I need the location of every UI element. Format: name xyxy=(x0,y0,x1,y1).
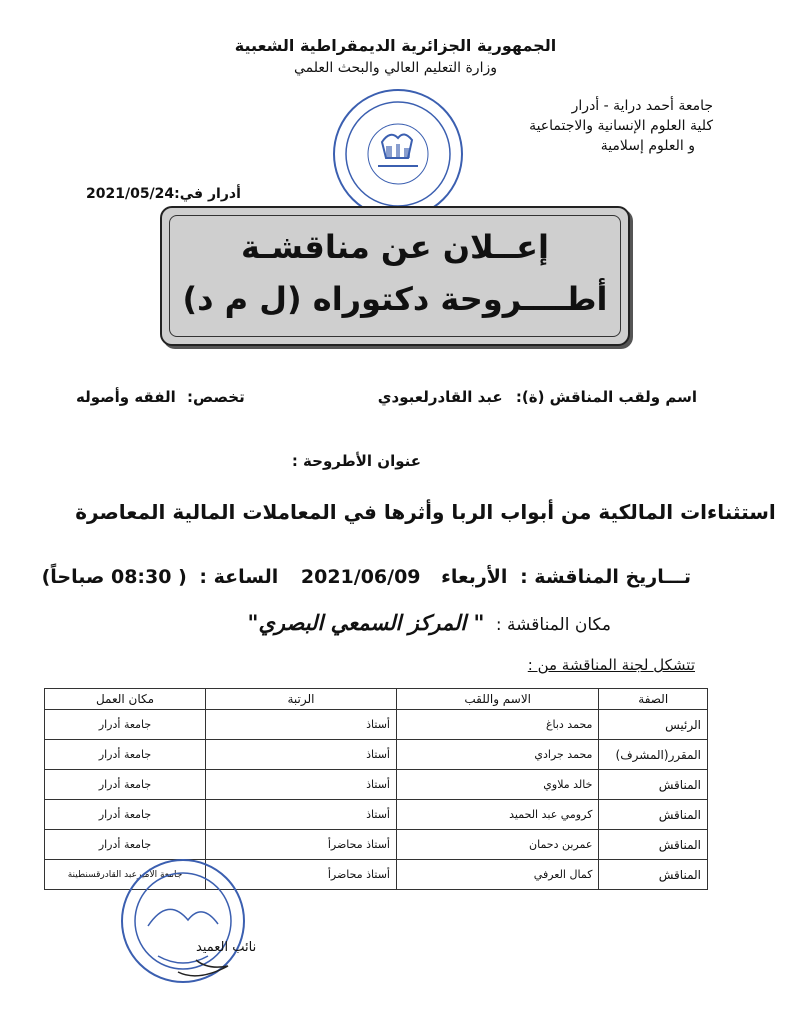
member-workplace: جامعة أدرار xyxy=(45,830,206,860)
specialty-value: الفقه وأصوله xyxy=(76,388,176,406)
member-name: عمربن دحمان xyxy=(396,830,598,860)
defense-place-value: " المركز السمعي البصري" xyxy=(247,610,485,635)
member-workplace: جامعة أدرار xyxy=(45,710,206,740)
member-name: كرومي عبد الحميد xyxy=(396,800,598,830)
member-name: كمال العرفي xyxy=(396,860,598,890)
header-role: الصفة xyxy=(599,689,708,710)
university-stamp-image xyxy=(118,856,248,986)
table-row xyxy=(45,740,708,770)
member-name: محمد جرادي xyxy=(396,740,598,770)
header-name: الاسم واللقب xyxy=(396,689,598,710)
candidate-name-value: عبد القادرلعبودي xyxy=(377,388,503,406)
table-row xyxy=(45,800,708,830)
candidate-name-row xyxy=(378,388,697,406)
candidate-name-label: اسم ولقب المناقش (ة): xyxy=(515,388,697,406)
announcement-title: إعــلان عن مناقشـة xyxy=(241,228,549,266)
defense-day: الأربعاء xyxy=(441,566,508,588)
issue-date: أدرار في:2021/05/24 xyxy=(86,186,241,202)
member-role: المقرر(المشرف) xyxy=(599,740,708,770)
member-role: المناقش xyxy=(599,800,708,830)
defense-place-label: مكان المناقشة : xyxy=(495,615,611,635)
member-role: المناقش xyxy=(599,830,708,860)
member-name: خالد ملاوي xyxy=(396,770,598,800)
member-rank: أستاذ xyxy=(206,770,397,800)
committee-intro: تتشكل لجنة المناقشة من : xyxy=(527,656,695,674)
thesis-title: استثناءات المالكية من أبواب الربا وأثرها في المعاملات المالية المعاصرة xyxy=(75,500,776,524)
ministry-heading: وزارة التعليم العالي والبحث العلمي xyxy=(294,60,497,76)
member-rank: أستاذ xyxy=(206,800,397,830)
member-role: المناقش xyxy=(599,770,708,800)
announcement-subtitle: أطــــروحة دكتوراه (ل م د) xyxy=(182,280,608,318)
defense-date-row xyxy=(42,566,691,588)
republic-heading: الجمهورية الجزائرية الديمقراطية الشعبية xyxy=(234,36,557,55)
member-role: الرئيس xyxy=(599,710,708,740)
member-workplace: جامعة أدرار xyxy=(45,800,206,830)
specialty-row xyxy=(76,388,245,406)
header-workplace: مكان العمل xyxy=(45,689,206,710)
announcement-title-box xyxy=(160,206,630,346)
specialty-label: تخصص: xyxy=(187,388,245,406)
member-name: محمد دباغ xyxy=(396,710,598,740)
defense-place-row xyxy=(248,610,611,635)
committee-table-header xyxy=(45,689,708,710)
university-name: جامعة أحمد دراية - أدرار xyxy=(571,98,713,114)
table-row xyxy=(45,770,708,800)
dean-signature-label: نائب العميد xyxy=(196,940,257,955)
thesis-title-label: عنوان الأطروحة : xyxy=(291,452,421,470)
defense-date-label: تـــاريخ المناقشة : xyxy=(520,566,691,588)
header-rank: الرتبة xyxy=(206,689,397,710)
faculty-stamp-image xyxy=(330,86,466,222)
member-rank: أستاذ محاضرأ xyxy=(206,860,397,890)
member-role: المناقش xyxy=(599,860,708,890)
table-row xyxy=(45,710,708,740)
member-workplace: جامعة أدرار xyxy=(45,740,206,770)
member-workplace: جامعة الأميرعبد القادرقسنطينة xyxy=(45,860,206,890)
defense-time-label: الساعة : xyxy=(199,566,279,588)
member-rank: أستاذ xyxy=(206,710,397,740)
faculty-line-1: كلية العلوم الإنسانية والاجتماعية xyxy=(529,118,713,134)
defense-time: ( 08:30 صباحاً) xyxy=(41,566,187,588)
faculty-line-2: و العلوم إسلامية xyxy=(600,138,695,154)
table-row xyxy=(45,830,708,860)
member-rank: أستاذ محاضرأ xyxy=(206,830,397,860)
defense-date: 2021/06/09 xyxy=(300,566,421,588)
member-workplace: جامعة أدرار xyxy=(45,770,206,800)
member-rank: أستاذ xyxy=(206,740,397,770)
